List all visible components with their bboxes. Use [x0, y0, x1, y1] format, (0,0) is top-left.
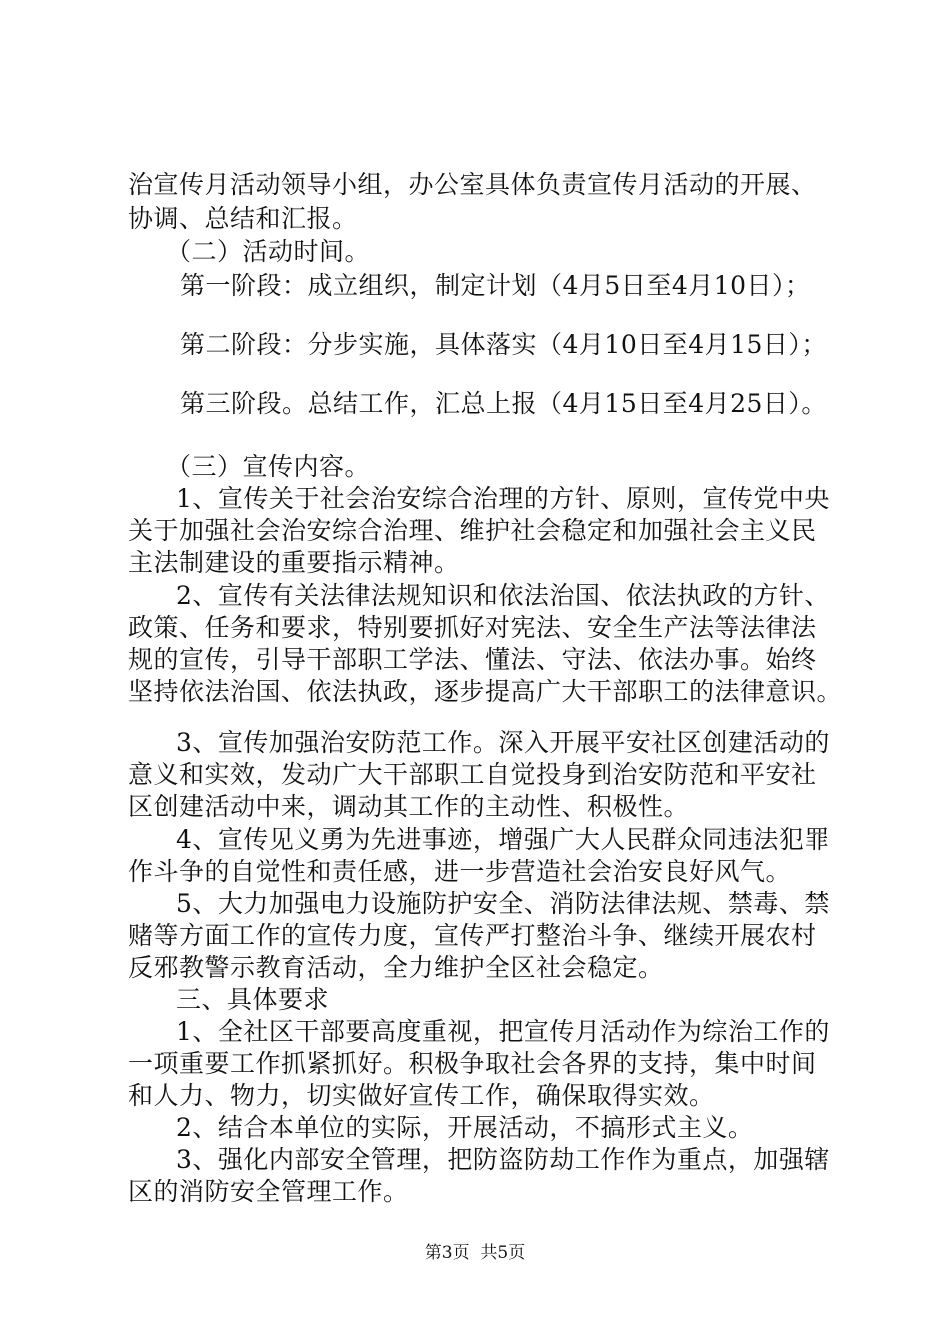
text-line: 2、结合本单位的实际，开展活动，不搞形式主义。 [176, 1113, 754, 1142]
text-line: 3、强化内部安全管理，把防盗防劫工作作为重点，加强辖 [176, 1145, 830, 1174]
text-line: 作斗争的自觉性和责任感，进一步营造社会治安良好风气。 [128, 857, 792, 886]
text-line: 第三阶段。总结工作，汇总上报（4月15日至4月25日）。 [180, 389, 827, 418]
text-line: 规的宣传，引导干部职工学法、懂法、守法、依法办事。始终 [128, 645, 817, 674]
text-line: 第二阶段：分步实施，具体落实（4月10日至4月15日）； [180, 330, 827, 359]
page-number: 第3页 共5页 [424, 1243, 526, 1263]
text-line: 4、宣传见义勇为先进事迹，增强广大人民群众同违法犯罪 [176, 825, 830, 854]
text-line: 2、宣传有关法律法规知识和依法治国、依法执政的方针、 [176, 581, 830, 610]
text-line: 关于加强社会治安综合治理、维护社会稳定和加强社会主义民 [128, 516, 817, 545]
text-line: 第一阶段：成立组织，制定计划（4月5日至4月10日）； [180, 271, 811, 300]
text-line: 3、宣传加强治安防范工作。深入开展平安社区创建活动的 [176, 728, 830, 757]
text-line: 治宣传月活动领导小组，办公室具体负责宣传月活动的开展、 [128, 170, 817, 199]
section-heading: 三、具体要求 [176, 985, 330, 1014]
text-line: 5、大力加强电力设施防护安全、消防法律法规、禁毒、禁 [176, 889, 830, 918]
text-line: 1、全社区干部要高度重视，把宣传月活动作为综治工作的 [176, 1017, 830, 1046]
text-line: 坚持依法治国、依法执政，逐步提高广大干部职工的法律意识。 [128, 677, 843, 706]
text-line: 区的消防安全管理工作。 [128, 1177, 409, 1206]
text-line: 1、宣传关于社会治安综合治理的方针、原则，宣传党中央 [176, 484, 830, 513]
section-heading: （三）宣传内容。 [166, 452, 371, 481]
text-line: 和人力、物力，切实做好宣传工作，确保取得实效。 [128, 1081, 715, 1110]
text-line: 区创建活动中来，调动其工作的主动性、积极性。 [128, 792, 690, 821]
text-line: 赌等方面工作的宣传力度，宣传严打整治斗争、继续开展农村 [128, 921, 817, 950]
section-heading: （二）活动时间。 [166, 237, 371, 266]
text-line: 协调、总结和汇报。 [128, 204, 358, 233]
text-line: 反邪教警示教育活动，全力维护全区社会稳定。 [128, 953, 664, 982]
text-line: 意义和实效，发动广大干部职工自觉投身到治安防范和平安社 [128, 760, 817, 789]
text-line: 主法制建设的重要指示精神。 [128, 548, 460, 577]
text-line: 一项重要工作抓紧抓好。积极争取社会各界的支持，集中时间 [128, 1049, 817, 1078]
text-line: 政策、任务和要求，特别要抓好对宪法、安全生产法等法律法 [128, 613, 817, 642]
